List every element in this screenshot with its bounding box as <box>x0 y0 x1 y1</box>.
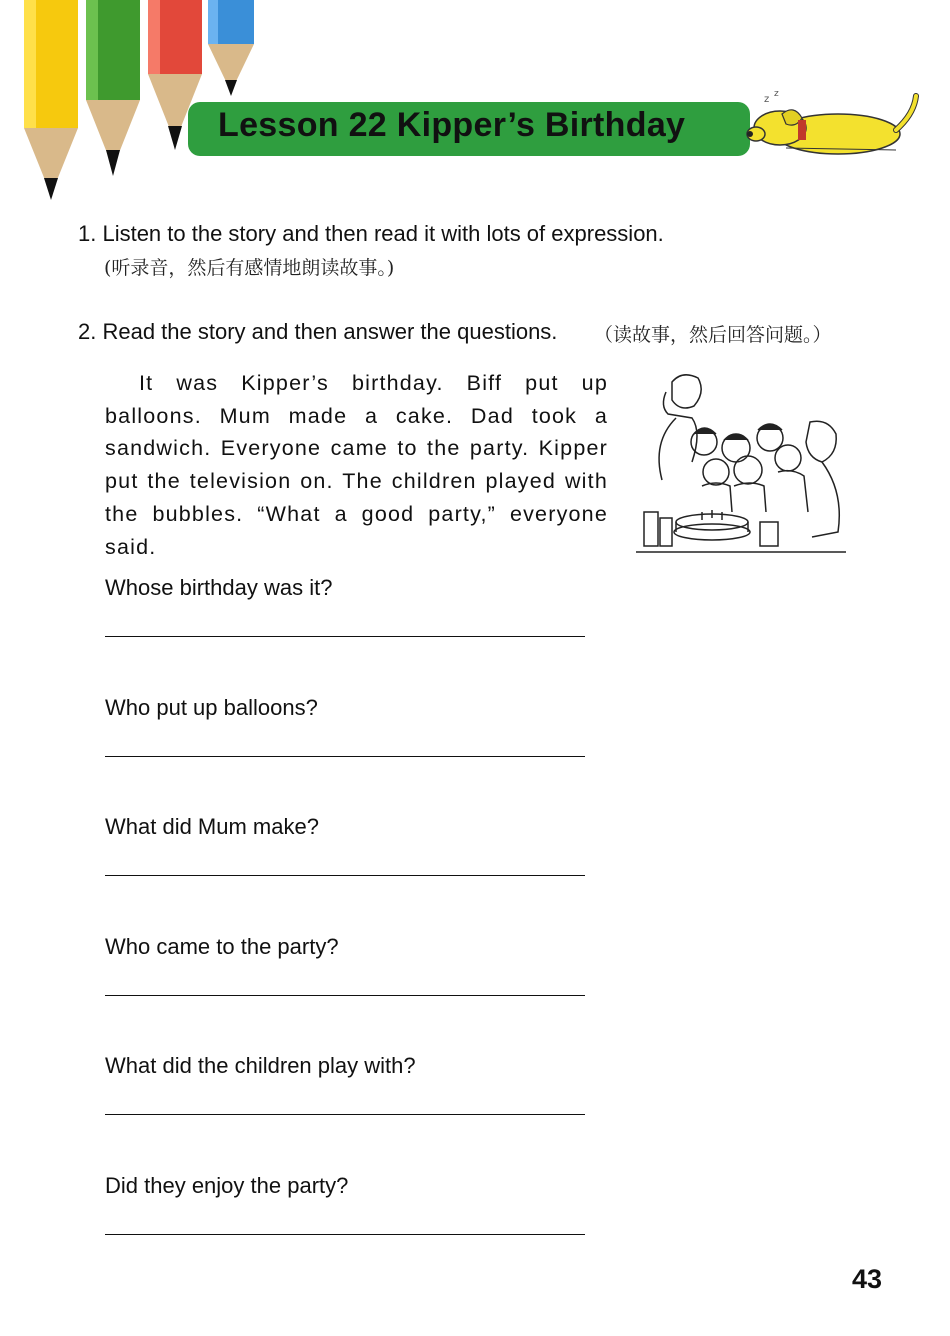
question-4: Who came to the party? <box>105 934 339 959</box>
question-5: What did the children play with? <box>105 1053 416 1078</box>
answer-line-3[interactable] <box>105 875 585 876</box>
instruction-2-translation: （读故事，然后回答问题。） <box>594 324 832 346</box>
page-number: 43 <box>852 1264 883 1294</box>
answer-line-1[interactable] <box>105 636 585 637</box>
svg-text:z: z <box>774 89 779 99</box>
party-illustration <box>632 362 850 560</box>
question-2: Who put up balloons? <box>105 695 318 720</box>
pencil-icon <box>86 0 140 176</box>
question-1: Whose birthday was it? <box>105 575 333 600</box>
answer-line-6[interactable] <box>105 1234 585 1235</box>
answer-line-5[interactable] <box>105 1114 585 1115</box>
answer-line-4[interactable] <box>105 995 585 996</box>
pencil-icon <box>208 0 254 96</box>
instruction-2: 2. Read the story and then answer the questions. <box>78 319 558 344</box>
svg-text:z: z <box>764 94 770 105</box>
answer-line-2[interactable] <box>105 756 585 757</box>
lesson-title: Lesson 22 Kipper’s Birthday <box>218 106 686 144</box>
question-3: What did Mum make? <box>105 814 319 839</box>
question-6: Did they enjoy the party? <box>105 1173 349 1198</box>
pencil-icon <box>24 0 78 200</box>
dog-illustration <box>746 88 922 160</box>
story-paragraph: It was Kipper’s birthday. Biff put up balloons. Mum made a cake. Dad took a sandwich. Everyone came to the party. Kipper put the television on. The children played with the bubbles. “What a good party,” everyone said. <box>105 371 608 559</box>
instruction-1-translation: (听录音，然后有感情地朗读故事。) <box>104 257 395 279</box>
instruction-1: 1. Listen to the story and then read it with lots of expression. <box>78 221 664 246</box>
